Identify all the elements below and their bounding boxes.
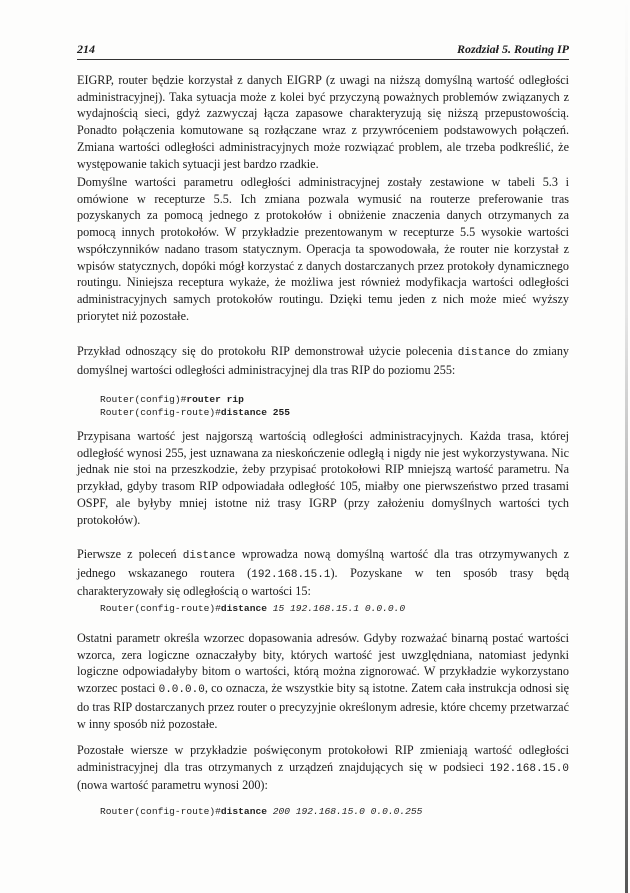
code-prompt: Router(config-route)# <box>100 806 221 817</box>
inline-wildcard-mask: 0.0.0.0 <box>158 684 205 697</box>
paragraph-2: Domyślne wartości parametru odległości administracyjnej zostały zestawione w tabeli 5.3 i omówione w recepturze 5.5. Ich zmiana pozwala wymusić na routerze preferowanie tras pozyskanych za pomocą jednego z protokołów i obniżenie znaczenia danych otrzymanych za pomocą innych protokołów. W przykładzie prezentowanym w recepturze 5.5 wysokie wartości współczynników nadano trasom statycznym. Operacja ta spowodowała, że router nie korzystał z wpisów statycznych, dopóki mógł korzystać z danych dostarczanych przez protokoły dynamicznego routingu. Niniejsza receptura wykaże, że możliwa jest również modyfikacja wartości odległości administracyjnych samych protokołów routingu. Dzięki temu jeden z nich może mieć wyższy priorytet niż pozostałe. <box>77 175 569 323</box>
inline-subnet: 192.168.15.0 <box>489 762 569 775</box>
code-prompt: Router(config)# <box>100 394 187 405</box>
inline-command-distance: distance <box>457 347 511 359</box>
paragraph-6-text-a: Ostatni parametr określa wzorzec dopasowania adresów. Gdyby rozważać binarną postać wartości wzorca, zera logiczne oznaczałyby bity, których wartość jest uwzględniana, natomiast jedynki logiczne odpowiadałyby bitom o wartości, którą można zignorować. W przykładzie wykorzystano wzorzec postaci <box>77 631 569 696</box>
paragraph-3-text-b: do zmiany domyślnej wartości odległości administracyjnej dla tras RIP do poziomu 255: <box>77 344 570 377</box>
paragraph-4: Przypisana wartość jest najgorszą wartością odległości administracyjnych. Każda trasa, której odległość wynosi 255, jest uznawana za nieskończenie odległą i nigdy nie jest wykorzystywana. Nic jednak nie stoi na przeszkodzie, żeby przypisać protokołowi RIP mniejszą wartość parametru. Na przykład, gdyby trasom RIP odpowiadała odległość 105, miałby one pierwszeństwo przed trasami OSPF, ale byłyby mniej istotne niż trasy IGRP (przy założeniu domyślnych wartości tych protokołów). <box>77 429 569 527</box>
code-arguments: 200 192.168.15.0 0.0.0.255 <box>266 806 423 817</box>
code-block-1 <box>100 394 570 419</box>
paragraph-7-text-b: (nowa wartość parametru wynosi 200): <box>77 778 268 793</box>
code-block-2 <box>100 603 570 616</box>
page-edge-shadow <box>625 0 628 893</box>
paragraph-7-text-a: Pozostałe wiersze w przykładzie poświęconym protokołowi RIP zmieniają wartość odległości administracyjnej dla tras otrzymanych z urządzeń znajdujących się w podsieci <box>77 743 569 774</box>
paragraph-5-text-c: ). Pozyskane w ten sposób trasy będą charakteryzowały się odległością o wartości 15: <box>77 565 569 599</box>
paragraph-1: EIGRP, router będzie korzystał z danych EIGRP (z uwagi na niższą domyślną wartość odległości administracyjnej). Taka sytuacja może z kolei być przyczyną poważnych problemów związanych z wydajnością sieci, gdyż zazwyczaj łącza zapasowe charakteryzują się niższą przepustowością. Ponadto połączenia komutowane są rozłączane wraz z przywróceniem podstawowych połączeń. Zmiana wartości odległości administracyjnych może rozwiązać problem, ale trzeba podkreślić, że występowanie takich sytuacji jest bardzo rzadkie. <box>77 73 569 171</box>
code-command: distance <box>220 806 267 817</box>
code-command: router rip <box>186 394 244 405</box>
paragraph-5-text-a: Pierwsze z poleceń <box>77 547 183 561</box>
paragraph-3-text-a: Przykład odnoszący się do protokołu RIP demonstrował użycie polecenia <box>77 344 458 358</box>
code-block-3 <box>100 806 570 819</box>
page-number: 214 <box>77 42 95 56</box>
paragraph-6-text-b: , co oznacza, że wszystkie bity są istotne. Zatem cała instrukcja odnosi się do tras RIP dostarczanych przez router o precyzyjnie określonym adresie, które chcemy przetwarzać w inny sposób niż pozostałe. <box>77 681 569 731</box>
code-prompt: Router(config-route)# <box>100 603 221 614</box>
paragraph-7 <box>77 742 569 794</box>
header-rule <box>77 59 569 60</box>
code-prompt: Router(config-route)# <box>100 406 221 418</box>
code-command: distance <box>220 603 267 614</box>
code-command: distance 255 <box>220 406 290 418</box>
paragraph-6 <box>77 630 569 732</box>
paragraph-3 <box>77 343 569 378</box>
chapter-title: Rozdział 5. Routing IP <box>456 42 569 56</box>
paragraph-5 <box>77 546 569 600</box>
code-arguments: 15 192.168.15.1 0.0.0.0 <box>266 603 406 614</box>
running-header <box>77 42 569 57</box>
inline-ip-address: 192.168.15.1 <box>251 568 331 581</box>
inline-command-distance: distance <box>182 550 236 562</box>
paragraph-5-text-b: wprowadza nową domyślną wartość dla tras otrzymywanych z jednego wskazanego routera ( <box>77 547 569 580</box>
